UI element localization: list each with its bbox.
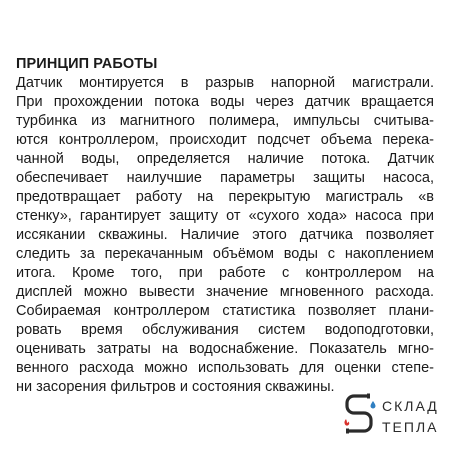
paragraph-line: ются контроллером, происходит подсчет объема перека-	[16, 132, 434, 148]
paragraph-line: оценивать затраты на водоснабжение. Показатель мгно-	[16, 341, 434, 357]
paragraph-line: дисплей можно вывести значение мгновенного расхода.	[16, 284, 434, 300]
logo-text-line2: ТЕПЛА	[382, 419, 439, 435]
paragraph-line: обеспечивает наилучшие параметры защиты насоса,	[16, 170, 434, 186]
paragraph-line: Собираемая контроллером статистика позволяет плани-	[16, 303, 434, 319]
s-pipe-logo-icon	[342, 392, 378, 440]
brand-logo	[342, 392, 442, 440]
paragraph	[16, 74, 434, 397]
paragraph-line: Датчик монтируется в разрыв напорной магистрали.	[16, 75, 434, 91]
document-body	[16, 55, 434, 397]
paragraph-line: турбинка из магнитного полимера, импульсы считыва-	[16, 113, 434, 129]
paragraph-line: иссякании скважины. Наличие этого датчика позволяет	[16, 227, 434, 243]
paragraph-line: чанной воды, определяется наличие потока. Датчик	[16, 151, 434, 167]
section-heading: ПРИНЦИП РАБОТЫ	[16, 56, 158, 72]
paragraph-line: стенку», гарантирует защиту от «сухого хода» насоса при	[16, 208, 434, 224]
paragraph-line: следить за перекачанным объёмом воды с накоплением	[16, 246, 434, 262]
logo-text-line1: СКЛАД	[382, 398, 439, 414]
paragraph-line: ни засорения фильтров и состояния скважины.	[16, 379, 335, 395]
paragraph-line: венного расхода можно использовать для оценки степе-	[16, 360, 434, 376]
paragraph-line: При прохождении потока воды через датчик вращается	[16, 94, 434, 110]
paragraph-line: итога. Кроме того, при работе с контроллером на	[16, 265, 434, 281]
paragraph-line: ровать время обслуживания систем водоподготовки,	[16, 322, 434, 338]
paragraph-line: предотвращает работу на перекрытую магистраль «в	[16, 189, 434, 205]
